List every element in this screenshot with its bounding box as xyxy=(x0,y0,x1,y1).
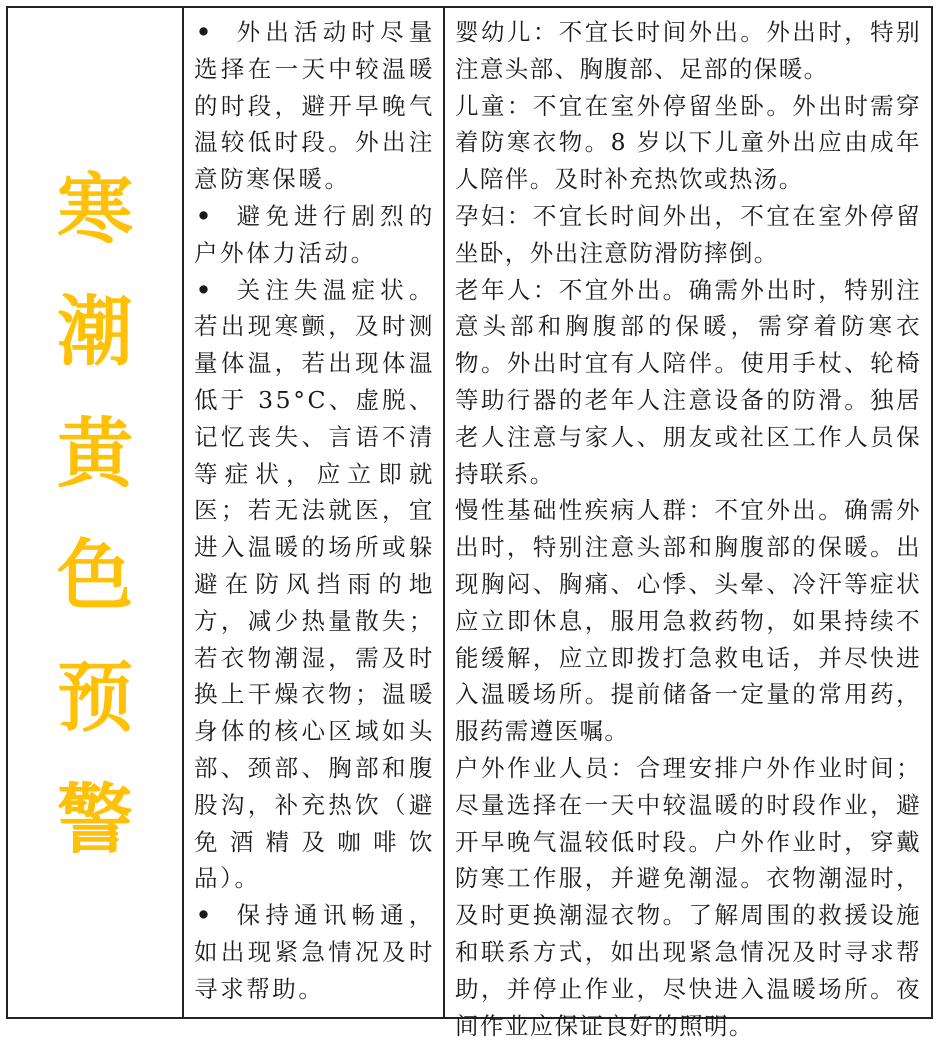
title-char: 色 xyxy=(57,530,133,620)
group-advice-outdoor-workers: 户外作业人员：合理安排户外作业时间；尽量选择在一天中较温暖的时段作业，避开早晚气温较低时段。户外作业时，穿戴防寒工作服，并避免潮湿。衣物潮湿时，及时更换潮湿衣物。了解周围的救援设施和联系方式，如出现紧急情况及时寻求帮助，并停止作业，尽快进入温暖场所。夜间作业应保证良好的照明。 xyxy=(455,753,921,1040)
group-advice-pregnant: 孕妇：不宜长时间外出，不宜在室外停留坐卧，外出注意防滑防摔倒。 xyxy=(455,201,921,267)
advice-item xyxy=(194,272,435,898)
title-char: 寒 xyxy=(57,164,133,254)
group-advice-chronic: 慢性基础性疾病人群：不宜外出。确需外出时，特别注意头部和胸腹部的保暖。出现胸闷、胸痛、心悸、头晕、冷汗等症状应立即休息，服用急救药物，如果持续不能缓解，应立即拨打急救电话，并尽快进入温暖场所。提前储备一定量的常用药，服药需遵医嘱。 xyxy=(455,496,921,746)
group-advice-elderly: 老年人：不宜外出。确需外出时，特别注意头部和胸腹部的保暖，需穿着防寒衣物。外出时宜有人陪伴。使用手杖、轮椅等助行器的老年人注意设备的防滑。独居老人注意与家人、朋友或社区工作人员保持联系。 xyxy=(455,275,921,488)
group-advice-column xyxy=(445,8,931,1040)
bullet-icon: • xyxy=(196,275,214,304)
bullet-icon: • xyxy=(196,201,214,230)
advice-text: 避免进行剧烈的户外体力活动。 xyxy=(194,201,435,267)
advice-item xyxy=(194,897,435,1007)
group-advice-infants: 婴幼儿：不宜长时间外出。外出时，特别注意头部、胸腹部、足部的保暖。 xyxy=(455,18,921,83)
bullet-icon: • xyxy=(196,18,214,46)
title-char: 预 xyxy=(57,652,133,742)
advice-text: 关注失温症状。若出现寒颤，及时测量体温，若出现体温低于 35°C、虚脱、记忆丧失、言语不清等症状，应立即就医；若无法就医，宜进入温暖的场所或躲避在防风挡雨的地方，减少热量散失；若衣物潮湿，需及时换上干燥衣物；温暖身体的核心区域如头部、颈部、胸部和腹股沟，补充热饮（避免酒精及咖啡饮品）。 xyxy=(194,275,435,893)
general-advice-column xyxy=(184,8,445,1017)
group-advice-children: 儿童：不宜在室外停留坐卧。外出时需穿着防寒衣物。8 岁以下儿童外出应由成年人陪伴。及时补充热饮或热汤。 xyxy=(455,91,921,194)
warning-table xyxy=(6,6,933,1040)
advice-item xyxy=(194,14,435,198)
title-char: 潮 xyxy=(57,286,133,376)
title-char: 警 xyxy=(57,774,133,864)
advice-text: 保持通讯畅通，如出现紧急情况及时寻求帮助。 xyxy=(194,901,435,1003)
bullet-icon: • xyxy=(196,901,214,930)
advice-item xyxy=(194,198,435,272)
warning-title xyxy=(8,8,184,1017)
title-char: 黄 xyxy=(57,408,133,498)
advice-text: 外出活动时尽量选择在一天中较温暖的时段，避开早晚气温较低时段。外出注意防寒保暖。 xyxy=(194,18,435,194)
